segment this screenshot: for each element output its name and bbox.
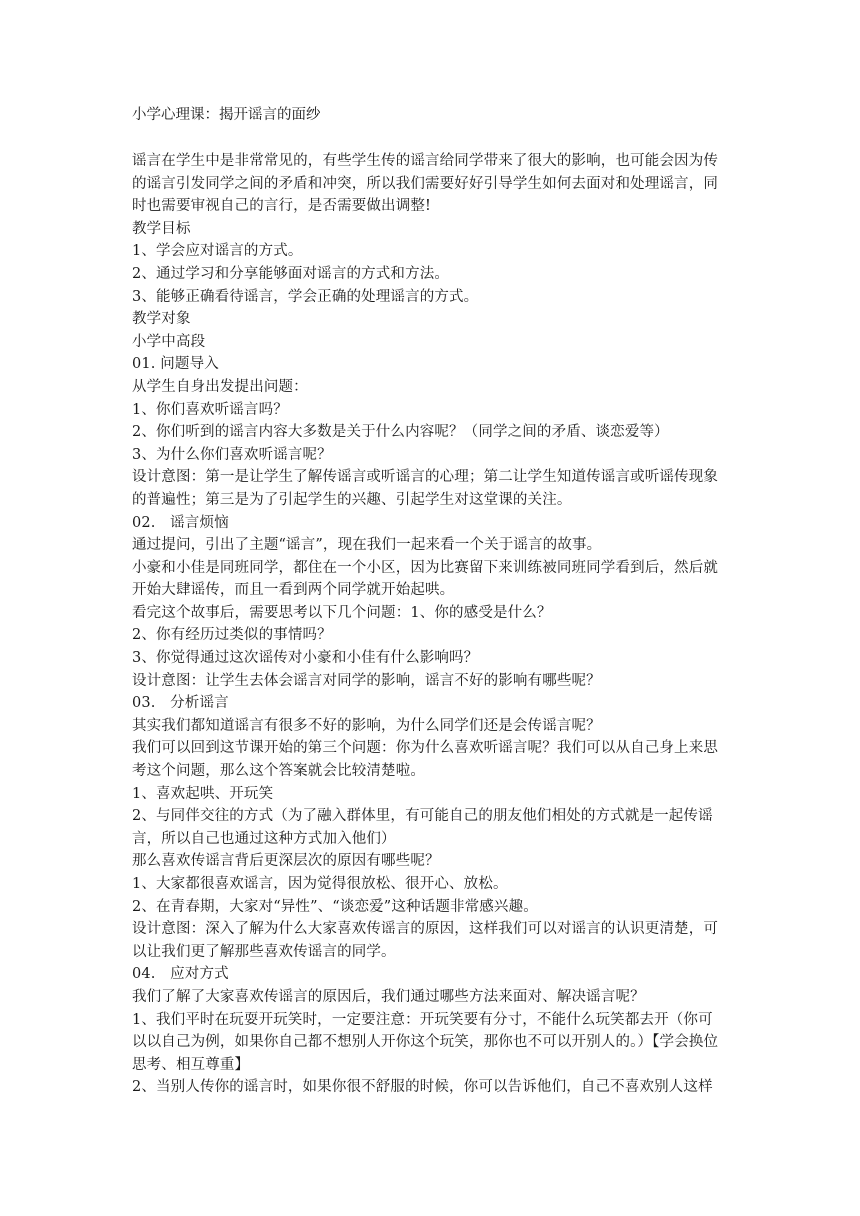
document-line: 言，所以自己也通过这种方式加入他们）: [132, 830, 396, 847]
document-line: 时也需要审视自己的言行，是否需要做出调整!: [132, 198, 431, 215]
document-line: 以以自己为例，如果你自己都不想别人开你这个玩笑，那你也不可以开别人的。）【学会换位: [132, 1034, 719, 1051]
document-line: 2、你有经历过类似的事情吗？: [132, 627, 332, 644]
document-line: 2、当别人传你的谣言时，如果你很不舒服的时候，你可以告诉他们，自己不喜欢别人这样: [132, 1079, 713, 1096]
document-line: 教学目标: [132, 220, 191, 237]
document-line: 1、你们喜欢听谣言吗？: [132, 401, 288, 418]
document-line: 04. 应对方式: [132, 966, 229, 983]
document-line: 开始大肆谣传，而且一看到两个同学就开始起哄。: [132, 582, 455, 599]
document-line: 通过提问，引出了主题“谣言”，现在我们一起来看一个关于谣言的故事。: [132, 537, 602, 554]
document-line: 02. 谣言烦恼: [132, 514, 229, 531]
document-line: 01. 问题导入: [132, 356, 219, 373]
document-line: 小学中高段: [132, 333, 206, 350]
document-body: [132, 150, 732, 1099]
document-line: 3、你觉得通过这次谣传对小豪和小佳有什么影响吗？: [132, 650, 479, 667]
document-line: 教学对象: [132, 311, 191, 328]
document-line: 从学生自身出发提出问题：: [132, 378, 308, 395]
document-line: 3、为什么你们喜欢听谣言呢？: [132, 446, 332, 463]
document-line: 设计意图：让学生去体会谣言对同学的影响，谣言不好的影响有哪些呢？: [132, 672, 601, 689]
document-line: 2、通过学习和分享能够面对谣言的方式和方法。: [132, 265, 450, 282]
document-line: 3、能够正确看待谣言，学会正确的处理谣言的方式。: [132, 288, 479, 305]
document-line: 2、与同伴交往的方式（为了融入群体里，有可能自己的朋友他们相处的方式就是一起传谣: [132, 808, 713, 825]
document-line: 的谣言引发同学之间的矛盾和冲突，所以我们需要好好引导学生如何去面对和处理谣言，同: [132, 175, 718, 192]
document-line: 2、在青春期，大家对“异性”、“谈恋爱”这种话题非常感兴趣。: [132, 898, 538, 915]
document-line: 03. 分析谣言: [132, 695, 229, 712]
document-line: 我们了解了大家喜欢传谣言的原因后，我们通过哪些方法来面对、解决谣言呢？: [132, 988, 645, 1005]
document-line: 2、你们听到的谣言内容大多数是关于什么内容呢？（同学之间的矛盾、谈恋爱等）: [132, 424, 669, 441]
document-line: 1、大家都很喜欢谣言，因为觉得很放松、很开心、放松。: [132, 876, 508, 892]
document-line: 那么喜欢传谣言背后更深层次的原因有哪些呢？: [132, 853, 440, 870]
document-line: 以让我们更了解那些喜欢传谣言的同学。: [132, 943, 396, 960]
document-line: 设计意图：深入了解为什么大家喜欢传谣言的原因，这样我们可以对谣言的认识更清楚，可: [132, 921, 718, 938]
document-line: 我们可以回到这节课开始的第三个问题：你为什么喜欢听谣言呢？我们可以从自己身上来思: [132, 740, 718, 757]
document-line: 1、我们平时在玩耍开玩笑时，一定要注意：开玩笑要有分寸，不能什么玩笑都去开（你可: [132, 1011, 713, 1028]
document-line: 设计意图：第一是让学生了解传谣言或听谣言的心理；第二让学生知道传谣言或听谣传现象: [132, 469, 718, 486]
document-line: 的普遍性；第三是为了引起学生的兴趣、引起学生对这堂课的关注。: [132, 491, 572, 508]
document-line: 谣言在学生中是非常常见的，有些学生传的谣言给同学带来了很大的影响，也可能会因为传: [132, 153, 718, 169]
document-line: 1、喜欢起哄、开玩笑: [132, 785, 274, 802]
document-line: 1、学会应对谣言的方式。: [132, 243, 303, 260]
document-line: 小豪和小佳是同班同学，都住在一个小区，因为比赛留下来训练被同班同学看到后，然后就: [132, 559, 718, 576]
document-line: 思考、相互尊重】: [132, 1056, 250, 1073]
document-line: 看完这个故事后，需要思考以下几个问题：1、你的感受是什么？: [132, 604, 552, 621]
document-line: 其实我们都知道谣言有很多不好的影响，为什么同学们还是会传谣言呢？: [132, 717, 601, 734]
document-line: 考这个问题，那么这个答案就会比较清楚啦。: [132, 763, 425, 780]
document-title: 小学心理课：揭开谣言的面纱: [132, 107, 321, 123]
